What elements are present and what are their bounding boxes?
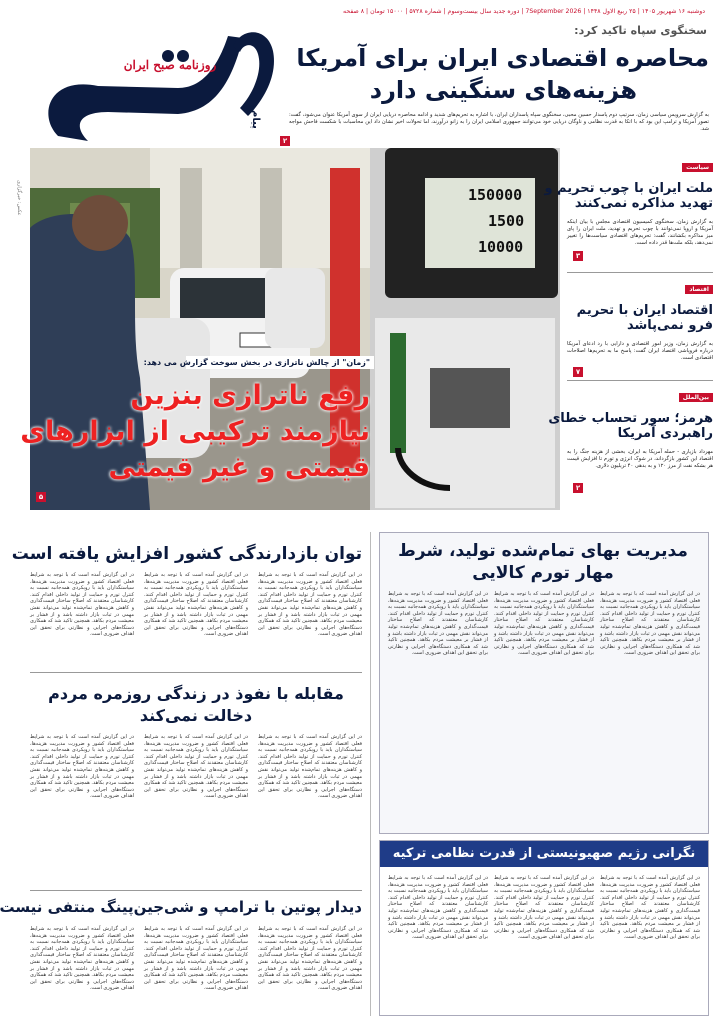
sidebar-page-number: ۲ [573,483,583,493]
feature-title-2: نیازمند ترکیبی از ابزارهای [20,416,370,447]
photo-credit: عکس: خبرگزاری [16,180,22,216]
article-column: در این گزارش آمده است که با توجه به شرایط فعلی اقتصاد کشور و ضرورت مدیریت هزینه‌ها، سیاستگذاران باید با رویکردی همه‌جانبه نسبت به کنترل تورم و حمایت از تولید داخلی اقدام کنند. کارشناسان معتقدند که اصلاح ساختار قیمت‌گذاری و کاهش هزینه‌های تمام‌شده تولید می‌تواند نقش مهمی در ثبات بازار داشته باشد و از فشار بر معیشت مردم بکاهد. همچنین تاکید شد که همکاری دستگاه‌های اجرایی و نظارتی برای تحقق این اهداف ضروری است. [494,875,594,941]
sidebar-title-2: فرو نمی‌پاشد [626,318,713,333]
article-column: در این گزارش آمده است که با توجه به شرایط فعلی اقتصاد کشور و ضرورت مدیریت هزینه‌ها، سیاستگذاران باید با رویکردی همه‌جانبه نسبت به کنترل تورم و حمایت از تولید داخلی اقدام کنند. کارشناسان معتقدند که اصلاح ساختار قیمت‌گذاری و کاهش هزینه‌های تمام‌شده تولید می‌تواند نقش مهمی در ثبات بازار داشته باشد و از فشار بر معیشت مردم بکاهد. همچنین تاکید شد که همکاری دستگاه‌های اجرایی و نظارتی برای تحقق این اهداف ضروری است. [494,591,594,657]
sidebar-page-number: ۷ [573,367,583,377]
divider [30,890,362,891]
sidebar-title-1: هرمز؛ سور تحساب خطای [548,411,713,426]
masthead-logo [28,16,298,156]
dateline: دوشنبه ۱۶ شهریور ۱۴۰۵ | ۲۵ ربیع الاول ۱۴۴۸ | 7September 2026 | دوره جدید سال بیست‌وسوم | شماره ۵۷۲۸ | ۱۵۰۰۰ تومان | ۸ صفحه [343,8,705,15]
section-tag: سیاست [682,163,713,172]
pump-price-2: 1500 [488,212,525,230]
putin-title: دیدار پوتین با ترامپ و شی‌جین‌پینگ منتفی نیست [0,898,362,916]
sidebar-title-2: تهدید مذاکره نمی‌کنند [574,196,713,211]
divider [370,532,371,1016]
divider [30,672,362,673]
feature-title-3: قیمتی و غیر قیمتی [108,452,370,483]
sidebar-item [548,384,713,493]
article-column: در این گزارش آمده است که با توجه به شرایط فعلی اقتصاد کشور و ضرورت مدیریت هزینه‌ها، سیاستگذاران باید با رویکردی همه‌جانبه نسبت به کنترل تورم و حمایت از تولید داخلی اقدام کنند. کارشناسان معتقدند که اصلاح ساختار قیمت‌گذاری و کاهش هزینه‌های تمام‌شده تولید می‌تواند نقش مهمی در ثبات بازار داشته باشد و از فشار بر معیشت مردم بکاهد. همچنین تاکید شد که همکاری دستگاه‌های اجرایی و نظارتی برای تحقق این اهداف ضروری است. [144,572,248,638]
article-column: در این گزارش آمده است که با توجه به شرایط فعلی اقتصاد کشور و ضرورت مدیریت هزینه‌ها، سیاستگذاران باید با رویکردی همه‌جانبه نسبت به کنترل تورم و حمایت از تولید داخلی اقدام کنند. کارشناسان معتقدند که اصلاح ساختار قیمت‌گذاری و کاهش هزینه‌های تمام‌شده تولید می‌تواند نقش مهمی در ثبات بازار داشته باشد و از فشار بر معیشت مردم بکاهد. همچنین تاکید شد که همکاری دستگاه‌های اجرایی و نظارتی برای تحقق این اهداف ضروری است. [258,572,362,638]
article-column: در این گزارش آمده است که با توجه به شرایط فعلی اقتصاد کشور و ضرورت مدیریت هزینه‌ها، سیاستگذاران باید با رویکردی همه‌جانبه نسبت به کنترل تورم و حمایت از تولید داخلی اقدام کنند. کارشناسان معتقدند که اصلاح ساختار قیمت‌گذاری و کاهش هزینه‌های تمام‌شده تولید می‌تواند نقش مهمی در ثبات بازار داشته باشد و از فشار بر معیشت مردم بکاهد. همچنین تاکید شد که همکاری دستگاه‌های اجرایی و نظارتی برای تحقق این اهداف ضروری است. [388,875,488,941]
article-column: در این گزارش آمده است که با توجه به شرایط فعلی اقتصاد کشور و ضرورت مدیریت هزینه‌ها، سیاستگذاران باید با رویکردی همه‌جانبه نسبت به کنترل تورم و حمایت از تولید داخلی اقدام کنند. کارشناسان معتقدند که اصلاح ساختار قیمت‌گذاری و کاهش هزینه‌های تمام‌شده تولید می‌تواند نقش مهمی در ثبات بازار داشته باشد و از فشار بر معیشت مردم بکاهد. همچنین تاکید شد که همکاری دستگاه‌های اجرایی و نظارتی برای تحقق این اهداف ضروری است. [30,572,134,638]
article-column: در این گزارش آمده است که با توجه به شرایط فعلی اقتصاد کشور و ضرورت مدیریت هزینه‌ها، سیاستگذاران باید با رویکردی همه‌جانبه نسبت به کنترل تورم و حمایت از تولید داخلی اقدام کنند. کارشناسان معتقدند که اصلاح ساختار قیمت‌گذاری و کاهش هزینه‌های تمام‌شده تولید می‌تواند نقش مهمی در ثبات بازار داشته باشد و از فشار بر معیشت مردم بکاهد. همچنین تاکید شد که همکاری دستگاه‌های اجرایی و نظارتی برای تحقق این اهداف ضروری است. [600,875,700,941]
article-column: در این گزارش آمده است که با توجه به شرایط فعلی اقتصاد کشور و ضرورت مدیریت هزینه‌ها، سیاستگذاران باید با رویکردی همه‌جانبه نسبت به کنترل تورم و حمایت از تولید داخلی اقدام کنند. کارشناسان معتقدند که اصلاح ساختار قیمت‌گذاری و کاهش هزینه‌های تمام‌شده تولید می‌تواند نقش مهمی در ثبات بازار داشته باشد و از فشار بر معیشت مردم بکاهد. همچنین تاکید شد که همکاری دستگاه‌های اجرایی و نظارتی برای تحقق این اهداف ضروری است. [30,734,134,800]
inflation-title-2: مهار تورم کالایی [472,563,614,583]
sidebar-title-1: اقتصاد ایران با تحریم [576,303,713,318]
divider [567,272,713,273]
lead-kicker: سخنگوی سپاه تاکید کرد: [574,24,707,37]
sidebar-item [567,276,713,377]
logo-subtitle: روزنامه صبح ایران [123,58,217,72]
feature-kicker: "زمان" از چالش ناترازی در بخش سوخت گزارش می دهد: [186,356,374,369]
lead-headline-2: هزینه‌های سنگینی دارد [369,76,637,104]
feature-title-1: رفع ناترازی بنزین [130,380,370,411]
article-column: در این گزارش آمده است که با توجه به شرایط فعلی اقتصاد کشور و ضرورت مدیریت هزینه‌ها، سیاستگذاران باید با رویکردی همه‌جانبه نسبت به کنترل تورم و حمایت از تولید داخلی اقدام کنند. کارشناسان معتقدند که اصلاح ساختار قیمت‌گذاری و کاهش هزینه‌های تمام‌شده تولید می‌تواند نقش مهمی در ثبات بازار داشته باشد و از فشار بر معیشت مردم بکاهد. همچنین تاکید شد که همکاری دستگاه‌های اجرایی و نظارتی برای تحقق این اهداف ضروری است. [144,734,248,800]
lead-page-number: ۲ [280,136,290,146]
article-column: در این گزارش آمده است که با توجه به شرایط فعلی اقتصاد کشور و ضرورت مدیریت هزینه‌ها، سیاستگذاران باید با رویکردی همه‌جانبه نسبت به کنترل تورم و حمایت از تولید داخلی اقدام کنند. کارشناسان معتقدند که اصلاح ساختار قیمت‌گذاری و کاهش هزینه‌های تمام‌شده تولید می‌تواند نقش مهمی در ثبات بازار داشته باشد و از فشار بر معیشت مردم بکاهد. همچنین تاکید شد که همکاری دستگاه‌های اجرایی و نظارتی برای تحقق این اهداف ضروری است. [388,591,488,657]
logo-side-text: پیام [250,110,261,129]
pump-price-3: 10000 [478,238,524,256]
divider [567,380,713,381]
article-column: در این گزارش آمده است که با توجه به شرایط فعلی اقتصاد کشور و ضرورت مدیریت هزینه‌ها، سیاستگذاران باید با رویکردی همه‌جانبه نسبت به کنترل تورم و حمایت از تولید داخلی اقدام کنند. کارشناسان معتقدند که اصلاح ساختار قیمت‌گذاری و کاهش هزینه‌های تمام‌شده تولید می‌تواند نقش مهمی در ثبات بازار داشته باشد و از فشار بر معیشت مردم بکاهد. همچنین تاکید شد که همکاری دستگاه‌های اجرایی و نظارتی برای تحقق این اهداف ضروری است. [258,734,362,800]
sidebar-title-1: ملت ایران با چوب تحریم و [544,181,713,196]
sidebar-title-2: راهبردی آمریکا [617,426,713,441]
logo-mark [28,16,298,156]
power-title: توان بازدارندگی کشور افزایش یافته است [11,544,362,564]
daily-title-1: مقابله با نفوذ در زندگی روزمره مردم [48,684,344,703]
article-column: در این گزارش آمده است که با توجه به شرایط فعلی اقتصاد کشور و ضرورت مدیریت هزینه‌ها، سیاستگذاران باید با رویکردی همه‌جانبه نسبت به کنترل تورم و حمایت از تولید داخلی اقدام کنند. کارشناسان معتقدند که اصلاح ساختار قیمت‌گذاری و کاهش هزینه‌های تمام‌شده تولید می‌تواند نقش مهمی در ثبات بازار داشته باشد و از فشار بر معیشت مردم بکاهد. همچنین تاکید شد که همکاری دستگاه‌های اجرایی و نظارتی برای تحقق این اهداف ضروری است. [30,926,134,992]
sidebar-body: به گزارش زمان، وزیر امور اقتصادی و دارایی با رد ادعای آمریکا درباره فروپاشی اقتصاد ایران گفت: پاسخ ما به تحریم‌ها اصلاحات اقتصادی است. [567,341,713,361]
inflation-title-1: مدیریت بهای تمام‌شده تولید، شرط [398,541,688,561]
sidebar [544,148,713,510]
lead-headline-1: محاصره اقتصادی ایران برای آمریکا [296,44,709,72]
sidebar-body: مهرداد بازیاری - حمله آمریکا به ایران، بخشی از هزینه جنگ را به اقتصاد این کشور بازگرداند، در شوک انرژی و تورم تا افزایش قیمت هر بشکه نفت از مرز ۱۲۰ و به بدهی ۴۰ تریلیون دلاری. [567,449,713,469]
article-column: در این گزارش آمده است که با توجه به شرایط فعلی اقتصاد کشور و ضرورت مدیریت هزینه‌ها، سیاستگذاران باید با رویکردی همه‌جانبه نسبت به کنترل تورم و حمایت از تولید داخلی اقدام کنند. کارشناسان معتقدند که اصلاح ساختار قیمت‌گذاری و کاهش هزینه‌های تمام‌شده تولید می‌تواند نقش مهمی در ثبات بازار داشته باشد و از فشار بر معیشت مردم بکاهد. همچنین تاکید شد که همکاری دستگاه‌های اجرایی و نظارتی برای تحقق این اهداف ضروری است. [600,591,700,657]
daily-title-2: دخالت نمی‌کند [139,706,253,725]
sidebar-page-number: ۳ [573,251,583,261]
inflation-article [379,532,709,834]
sidebar-body: به گزارش زمان، سخنگوی کمیسیون اقتصادی مجلس با بیان اینکه آمریکا و اروپا نمی‌توانند با چوب تحریم و تهدید، ملت ایران را پای میز مذاکره بکشانند، گفت: تحریم‌های اقتصادی سیاست‌ها را تغییر نمی‌دهد، بلکه ملت‌ها قدر داده است. [567,219,713,246]
turkey-title: نگرانی رژیم صهیونیستی از قدرت نظامی ترکیه [380,841,708,867]
section-tag: بین‌الملل [679,393,713,402]
section-tag: اقتصاد [685,285,713,294]
sidebar-item [544,154,713,261]
feature-page-number: ۵ [36,492,46,502]
article-column: در این گزارش آمده است که با توجه به شرایط فعلی اقتصاد کشور و ضرورت مدیریت هزینه‌ها، سیاستگذاران باید با رویکردی همه‌جانبه نسبت به کنترل تورم و حمایت از تولید داخلی اقدام کنند. کارشناسان معتقدند که اصلاح ساختار قیمت‌گذاری و کاهش هزینه‌های تمام‌شده تولید می‌تواند نقش مهمی در ثبات بازار داشته باشد و از فشار بر معیشت مردم بکاهد. همچنین تاکید شد که همکاری دستگاه‌های اجرایی و نظارتی برای تحقق این اهداف ضروری است. [258,926,362,992]
pump-price-1: 150000 [468,186,523,204]
lead-body: به گزارش سرویس سیاسی زمان، سرتیپ دوم پاسدار حسین محبی، سخنگوی سپاه پاسداران ایران، با اشاره به تحریم‌های شدید و ادامه محاصره دریایی ایران از سوی آمریکا عنوان می‌شود، گفت: تصور آمریکا و ترامپ این بود که با اتکا به قدرت نظامی و ناوگان دریایی خود می‌توانند جمهوری اسلامی ایران را به زانو درآورند، اما تحولات اخیر نشان داد این محاسبات با شکست فاحش مواجه شد. [289,112,709,132]
turkey-article [379,840,709,1016]
article-column: در این گزارش آمده است که با توجه به شرایط فعلی اقتصاد کشور و ضرورت مدیریت هزینه‌ها، سیاستگذاران باید با رویکردی همه‌جانبه نسبت به کنترل تورم و حمایت از تولید داخلی اقدام کنند. کارشناسان معتقدند که اصلاح ساختار قیمت‌گذاری و کاهش هزینه‌های تمام‌شده تولید می‌تواند نقش مهمی در ثبات بازار داشته باشد و از فشار بر معیشت مردم بکاهد. همچنین تاکید شد که همکاری دستگاه‌های اجرایی و نظارتی برای تحقق این اهداف ضروری است. [144,926,248,992]
